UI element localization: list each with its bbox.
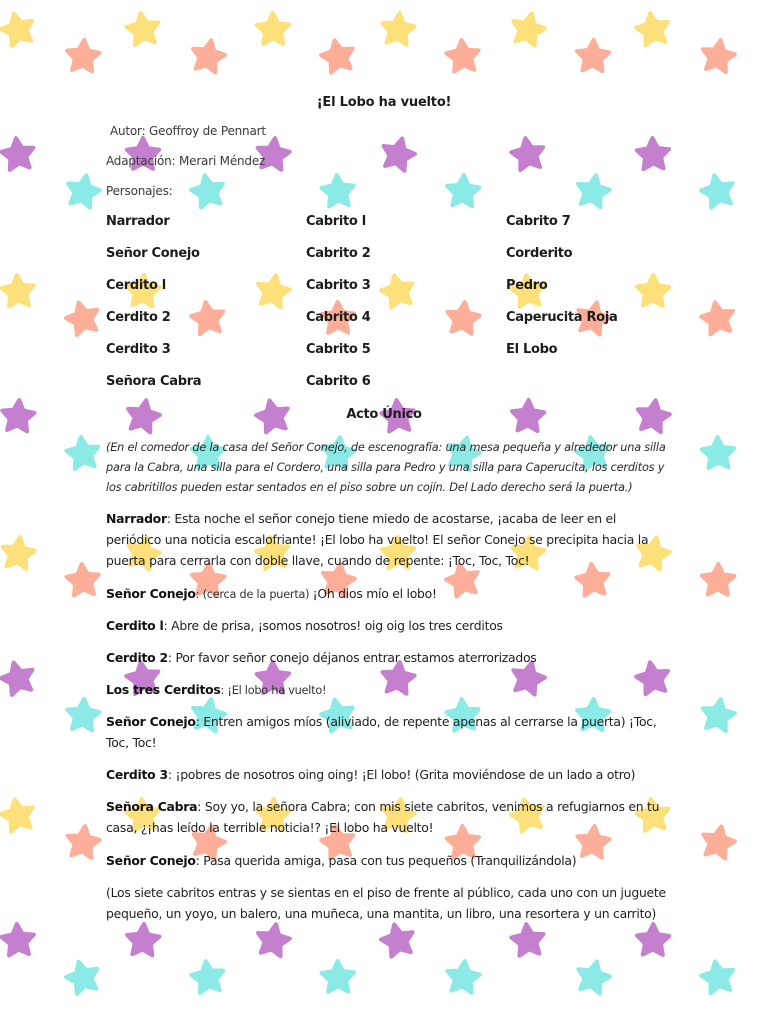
- dialogue-line: [106, 796, 666, 838]
- cast-name: Corderito: [506, 246, 573, 261]
- cast-name: Caperucita Roja: [506, 310, 618, 325]
- cast-name: Cabrito 3: [306, 278, 371, 293]
- speaker-name: Señor Conejo: [106, 853, 196, 868]
- dialogue-line: [106, 583, 666, 605]
- speaker-name: Cerdito 3: [106, 767, 168, 782]
- dialogue-line: [106, 882, 666, 924]
- dialogue-text: : Abre de prisa, ¡somos nosotros! oig oig los tres cerditos: [163, 618, 503, 633]
- speaker-name: Señora Cabra: [106, 799, 198, 814]
- cast-name: Cabrito 2: [306, 246, 371, 261]
- dialogue-text: : Entren amigos míos (aliviado, de repente apenas al cerrarse la puerta) ¡Toc, Toc, Toc!: [106, 714, 657, 750]
- act-title: Acto Único: [346, 407, 422, 422]
- cast-column-2: [306, 214, 496, 406]
- cast-name: Cabrito 5: [306, 342, 371, 357]
- dialogue-text: : ¡pobres de nosotros oing oing! ¡El lobo! (Grita moviéndose de un lado a otro): [167, 767, 636, 782]
- dialogue-direction: : ¡El lobo ha vuelto!: [220, 684, 327, 697]
- characters-label: Personajes:: [106, 184, 173, 198]
- cast-name: Narrador: [106, 214, 170, 229]
- dialogue-text: : Por favor señor conejo déjanos entrar estamos aterrorizados: [167, 650, 537, 665]
- speaker-name: Narrador: [106, 511, 167, 526]
- cast-name: Cabrito 7: [506, 214, 571, 229]
- dialogue-line: [106, 508, 666, 571]
- cast-name: Señora Cabra: [106, 374, 202, 389]
- dialogue-text: (Los siete cabritos entras y se sientas en el piso de frente al público, cada uno con un juguete pequeño, un yoyo, un balero, una muñeca, una mantita, un libro, una resortera y un carrito): [106, 885, 666, 921]
- author-line: Autor: Geoffroy de Pennart: [110, 124, 266, 138]
- speaker-name: Señor Conejo: [106, 586, 196, 601]
- speaker-name: Cerdito l: [106, 618, 164, 633]
- stage-direction: (En el comedor de la casa del Señor Conejo, de escenografía: una mesa pequeña y alrededor una silla para la Cabra, una silla para el Cordero, una silla para Pedro y una silla para Caperucita, los cerditos y los cabritillos pueden estar sentados en el piso sobre un cojín. Del Lado derecho será la puerta.): [106, 441, 666, 494]
- cast-name: Cerdito 3: [106, 342, 171, 357]
- dialogue-text: : Pasa querida amiga, pasa con tus pequeños (Tranquilizándola): [195, 853, 577, 868]
- cast-name: Cerdito 2: [106, 310, 171, 325]
- cast-name: Cabrito l: [306, 214, 366, 229]
- dialogue-line: [106, 711, 666, 753]
- speaker-name: Los tres Cerditos: [106, 682, 221, 697]
- adaptation-line: Adaptación: Merari Méndez: [106, 154, 266, 168]
- dialogue-line: [106, 679, 666, 701]
- dialogue-text: : Soy yo, la señora Cabra; con mis siete cabritos, venimos a refugiarnos en tu casa, ¿¡has leído la terrible noticia!? ¡El lobo ha vuelto!: [106, 799, 660, 835]
- dialogue-line: [106, 850, 666, 871]
- dialogue-text: : Esta noche el señor conejo tiene miedo de acostarse, ¡acaba de leer en el periódico una noticia escalofriante! ¡El lobo ha vuelto! El señor Conejo se precipita hacia la puerta para cerrarla con doble llave, cuando de repente: ¡Toc, Toc, Toc!: [106, 511, 649, 568]
- cast-column-1: [106, 214, 296, 406]
- dialogue-text: ¡Oh dios mío el lobo!: [312, 586, 437, 601]
- dialogue-line: [106, 764, 666, 785]
- dialogue-direction: : (cerca de la puerta): [195, 588, 313, 601]
- play-title: ¡El Lobo ha vuelto!: [316, 95, 452, 110]
- dialogue-line: [106, 615, 666, 636]
- cast-column-3: [506, 214, 696, 374]
- cast-name: Cabrito 6: [306, 374, 371, 389]
- cast-name: Señor Conejo: [106, 246, 200, 261]
- speaker-name: Señor Conejo: [106, 714, 196, 729]
- dialogue-line: [106, 647, 666, 668]
- cast-name: Cabrito 4: [306, 310, 371, 325]
- cast-name: El Lobo: [506, 342, 558, 357]
- speaker-name: Cerdito 2: [106, 650, 168, 665]
- cast-name: Pedro: [506, 278, 548, 293]
- cast-name: Cerdito l: [106, 278, 166, 293]
